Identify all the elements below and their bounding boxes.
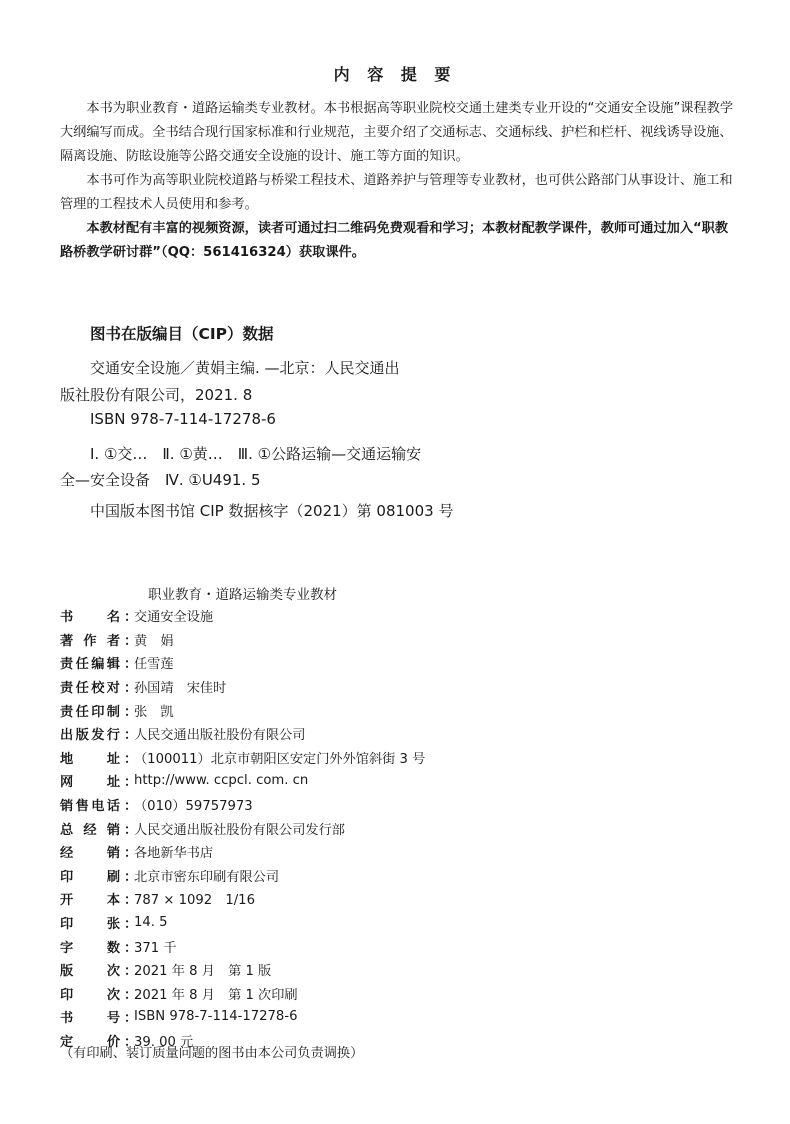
summary-paragraph-3: 本教材配有丰富的视频资源，读者可通过扫二维码免费观看和学习；本教材配教学课件，教师可通过加入“职教路桥教学研讨群”（QQ：561416324）获取课件。 xyxy=(60,221,729,260)
colophon-key: 责 任 印 制 xyxy=(60,704,120,720)
colophon-key: 印 张 xyxy=(60,917,120,933)
summary-title: 内 容 提 要 xyxy=(333,65,457,84)
colophon-value: 787 × 1092 1/16 xyxy=(134,893,255,909)
colophon-separator: ： xyxy=(124,681,138,697)
colophon-row xyxy=(60,746,425,770)
colophon-row xyxy=(60,887,425,911)
colophon-value: 14. 5 xyxy=(134,915,168,931)
colophon-value: 人民交通出版社股份有限公司 xyxy=(134,728,306,744)
colophon-table xyxy=(60,604,425,1052)
colophon-value: 39. 00 元 xyxy=(134,1034,194,1050)
colophon-separator: ： xyxy=(124,728,138,744)
colophon-key: 字 数 xyxy=(60,940,120,956)
colophon-separator: ： xyxy=(124,704,138,720)
colophon-key: 出 版 发 行 xyxy=(60,728,120,744)
summary-body xyxy=(60,97,740,265)
colophon-key: 地 址 xyxy=(60,751,120,767)
colophon-separator: ： xyxy=(124,775,138,791)
colophon-key: 责 任 校 对 xyxy=(60,681,120,697)
colophon-separator: ： xyxy=(124,846,138,862)
colophon-key: 定 价 xyxy=(60,1034,120,1050)
colophon-separator: ： xyxy=(124,869,138,885)
colophon-separator: ： xyxy=(124,751,138,767)
colophon-separator: ： xyxy=(124,940,138,956)
colophon-value: 2021 年 8 月 第 1 版 xyxy=(134,964,272,980)
colophon-separator: ： xyxy=(124,987,138,1003)
colophon-key: 书 名 xyxy=(60,610,120,626)
colophon-separator: ： xyxy=(124,633,138,649)
colophon-row xyxy=(60,604,425,628)
quality-note: （有印刷、装订质量问题的图书由本公司负责调换） xyxy=(60,1046,364,1061)
colophon-key: 版 次 xyxy=(60,964,120,980)
colophon-separator: ： xyxy=(124,610,138,626)
colophon-row xyxy=(60,911,425,935)
colophon-value: http://www. ccpcl. com. cn xyxy=(134,773,309,789)
cip-line-5: 全—安全设备 Ⅳ. ①U491. 5 xyxy=(60,471,261,489)
colophon-row xyxy=(60,840,425,864)
colophon-separator: ： xyxy=(124,799,138,815)
colophon-value: （100011）北京市朝阳区安定门外外馆斜街 3 号 xyxy=(134,751,426,767)
colophon-row xyxy=(60,982,425,1006)
colophon-row xyxy=(60,722,425,746)
colophon-value: 人民交通出版社股份有限公司发行部 xyxy=(134,822,345,838)
colophon-key: 总 经 销 xyxy=(60,822,120,838)
colophon-separator: ： xyxy=(124,822,138,838)
cip-line-6: 中国版本图书馆 CIP 数据核字（2021）第 081003 号 xyxy=(90,502,454,520)
colophon-row xyxy=(60,958,425,982)
colophon-separator: ： xyxy=(124,917,138,933)
colophon-key: 网 址 xyxy=(60,775,120,791)
colophon-key: 经 销 xyxy=(60,846,120,862)
colophon-key: 开 本 xyxy=(60,893,120,909)
cip-title: 图书在版编目（CIP）数据 xyxy=(90,325,274,343)
summary-paragraph-1: 本书为职业教育・道路运输类专业教材。本书根据高等职业院校交通土建类专业开设的“交通安全设施”课程教学大纲编写而成。全书结合现行国家标准和行业规范，主要介绍了交通标志、交通标线、护栏和栏杆、视线诱导设施、隔离设施、防眩设施等公路交通安全设施的设计、施工等方面的知识。 xyxy=(60,101,734,164)
colophon-row xyxy=(60,934,425,958)
cip-line-3: ISBN 978-7-114-17278-6 xyxy=(90,410,276,428)
colophon-row xyxy=(60,628,425,652)
colophon-separator: ： xyxy=(124,1034,138,1050)
colophon-key: 责 任 编 辑 xyxy=(60,657,120,673)
cip-line-4: Ⅰ. ①交… Ⅱ. ①黄… Ⅲ. ①公路运输—交通运输安 xyxy=(90,445,422,463)
colophon-value: 北京市密东印刷有限公司 xyxy=(134,869,280,885)
colophon-value: 交通安全设施 xyxy=(134,610,214,626)
colophon-value: 2021 年 8 月 第 1 次印刷 xyxy=(134,987,298,1003)
colophon-row xyxy=(60,675,425,699)
colophon-row xyxy=(60,698,425,722)
colophon-separator: ： xyxy=(124,657,138,673)
colophon-row xyxy=(60,816,425,840)
colophon-separator: ： xyxy=(124,1011,138,1027)
colophon-value: ISBN 978-7-114-17278-6 xyxy=(134,1009,298,1025)
colophon-key: 印 次 xyxy=(60,987,120,1003)
colophon-value: 黄 娟 xyxy=(134,633,174,649)
colophon-row xyxy=(60,793,425,817)
colophon-value: 任雪莲 xyxy=(134,657,174,673)
colophon-value: 各地新华书店 xyxy=(134,846,214,862)
colophon-separator: ： xyxy=(124,964,138,980)
colophon-row xyxy=(60,864,425,888)
colophon-key: 书 号 xyxy=(60,1011,120,1027)
colophon-key: 销 售 电 话 xyxy=(60,799,120,815)
colophon-row xyxy=(60,769,425,793)
cip-line-1: 交通安全设施／黄娟主编. —北京：人民交通出 xyxy=(90,359,400,377)
colophon-key: 印 刷 xyxy=(60,869,120,885)
colophon-value: 张 凯 xyxy=(134,704,174,720)
colophon-value: 孙国靖 宋佳时 xyxy=(134,681,227,697)
cip-line-2: 版社股份有限公司，2021. 8 xyxy=(60,386,253,404)
colophon-row xyxy=(60,1005,425,1029)
colophon-value: （010）59757973 xyxy=(134,799,253,815)
series-name: 职业教育・道路运输类专业教材 xyxy=(148,587,337,603)
colophon-key: 著 作 者 xyxy=(60,633,120,649)
colophon-separator: ： xyxy=(124,893,138,909)
summary-paragraph-2: 本书可作为高等职业院校道路与桥梁工程技术、道路养护与管理等专业教材，也可供公路部门从事设计、施工和管理的工程技术人员使用和参考。 xyxy=(60,173,733,212)
colophon-value: 371 千 xyxy=(134,940,177,956)
colophon-row xyxy=(60,651,425,675)
